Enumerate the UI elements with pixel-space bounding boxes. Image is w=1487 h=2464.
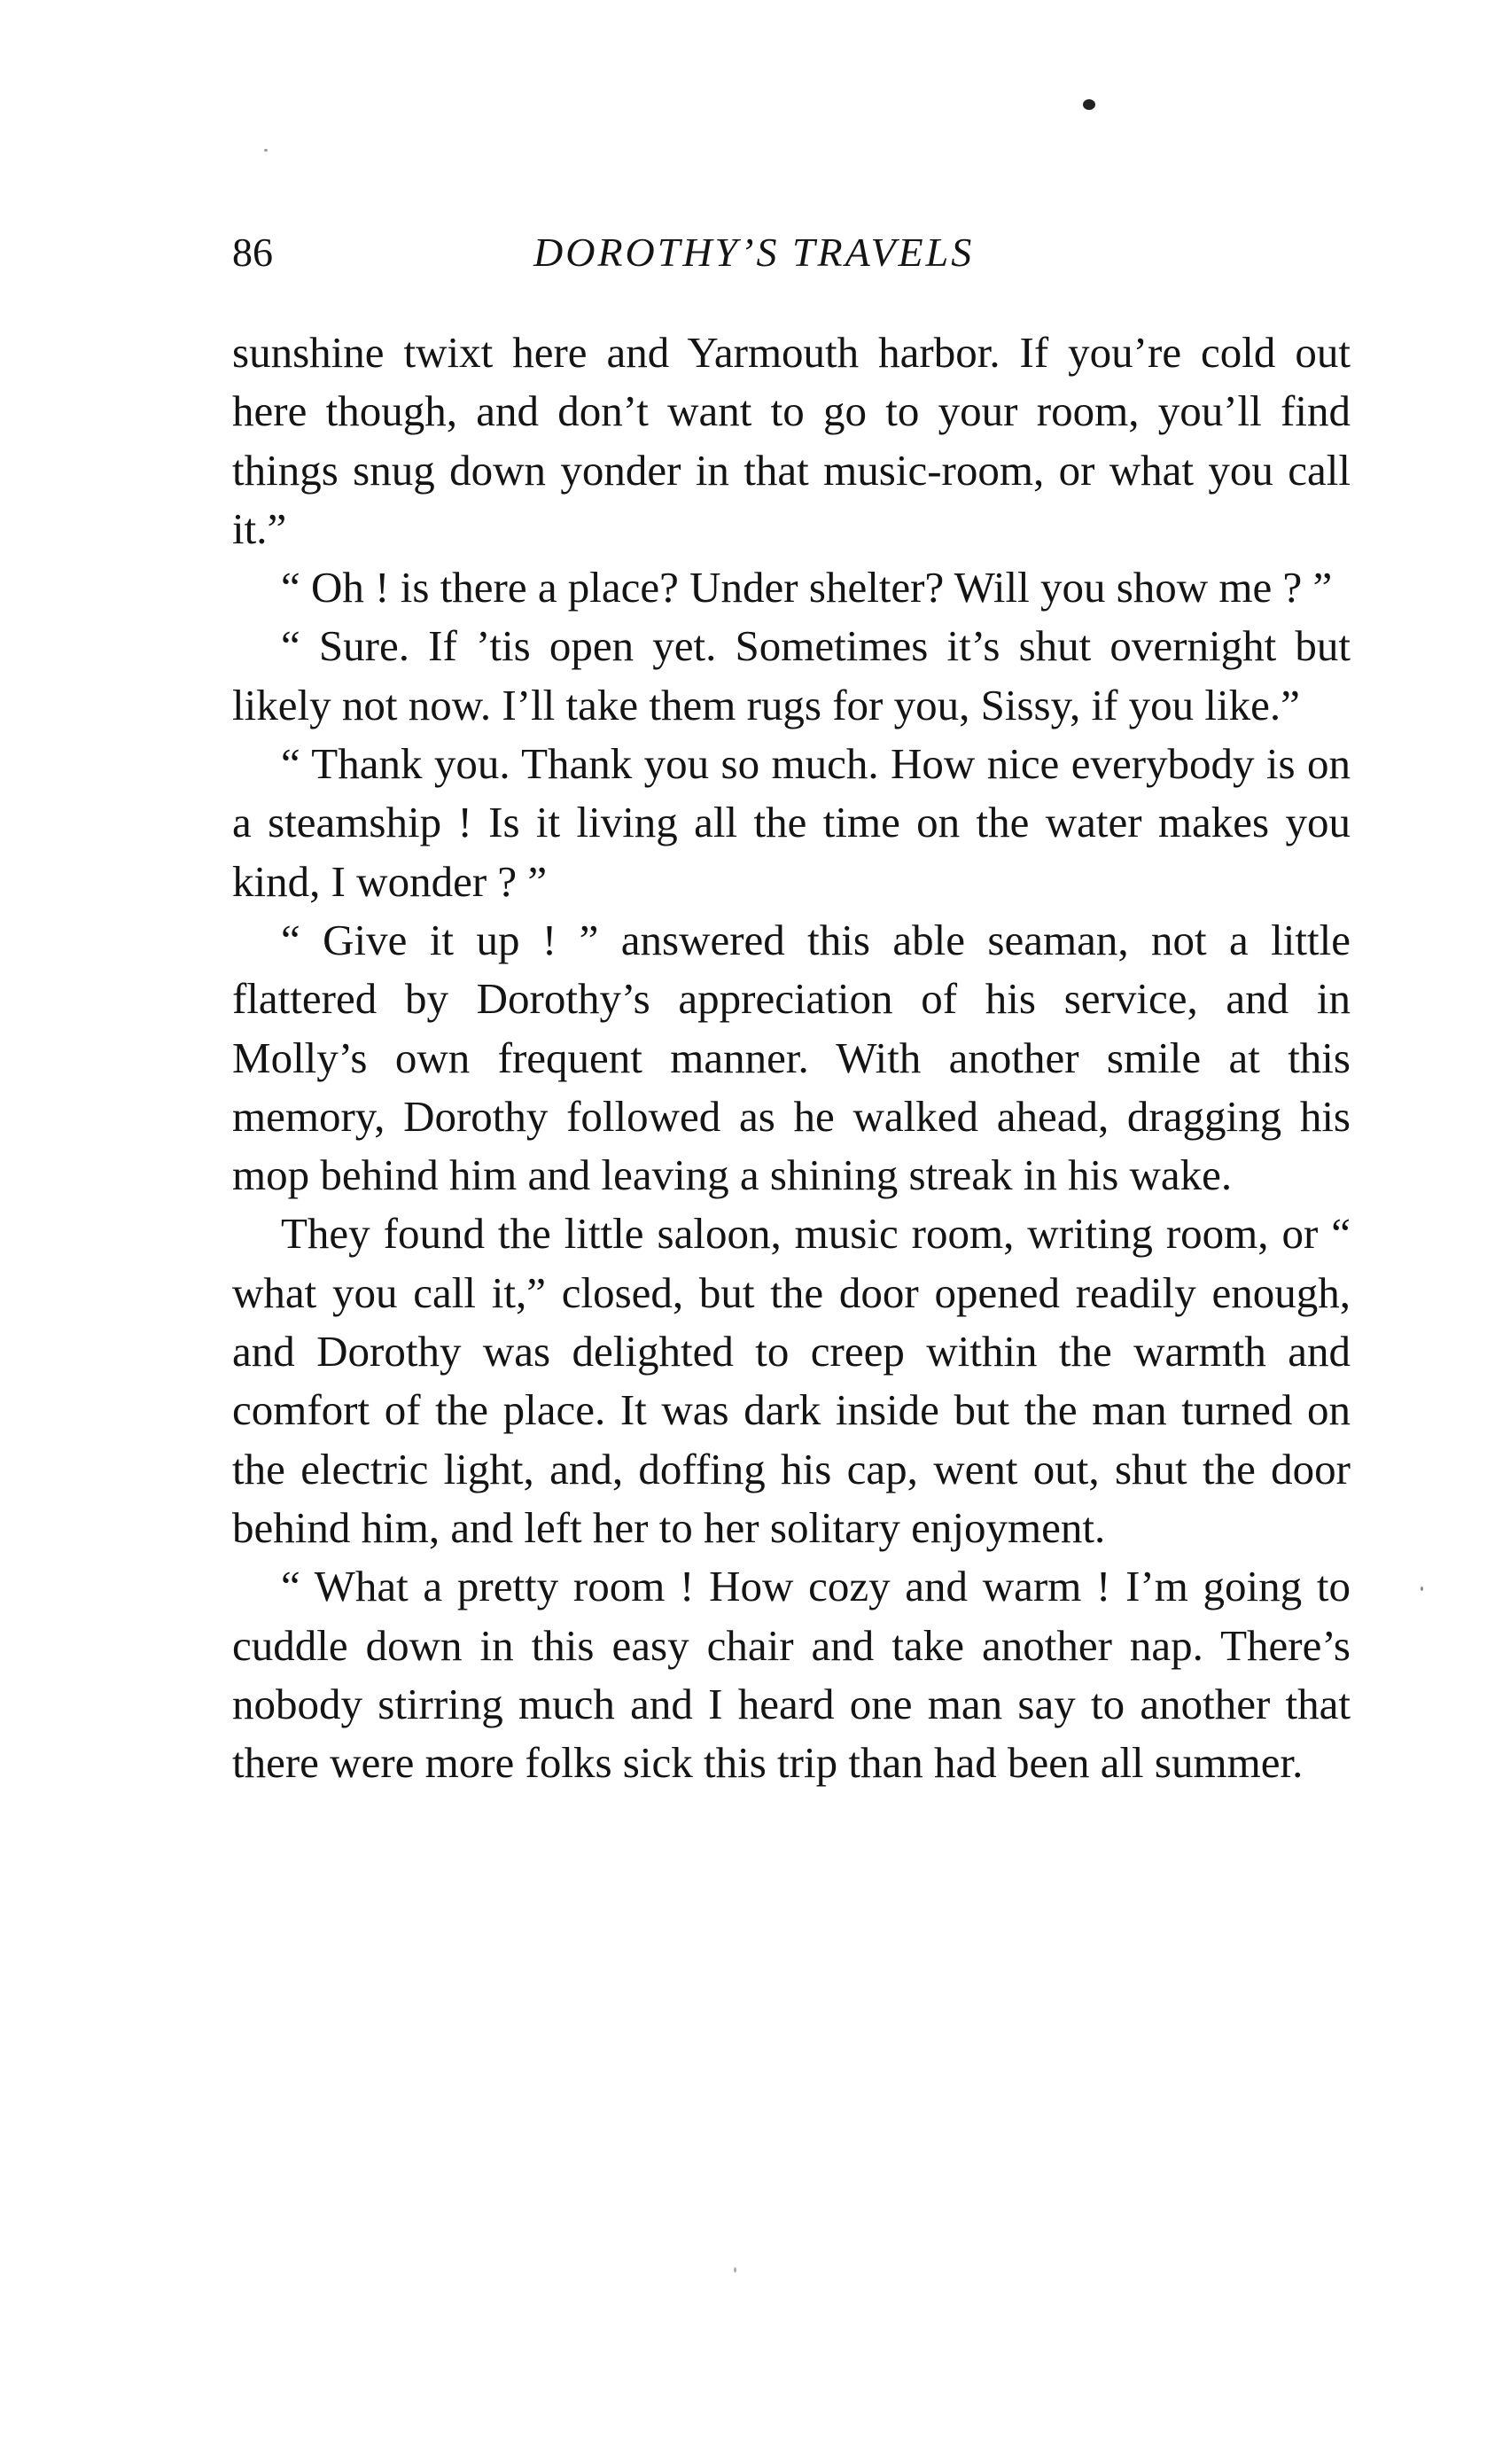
page-header <box>232 222 1349 284</box>
running-title: DOROTHY’S TRAVELS <box>533 230 975 275</box>
ink-speck <box>1421 1587 1423 1591</box>
paragraph: “ Thank you. Thank you so much. How nice everybody is on a steamship ! Is it living all the time on the water makes you kind, I wonder ? ” <box>232 739 1351 906</box>
paragraph: sunshine twixt here and Yarmouth harbor. If you’re cold out here though, and don’t want to go to your room, you’ll find things snug down yonder in that music-room, or what you call it.” <box>232 328 1351 553</box>
paragraph: “ Oh ! is there a place? Under shelter? Will you show me ? ” <box>281 563 1333 612</box>
page-number: 86 <box>232 230 273 275</box>
ink-speck <box>734 2267 736 2273</box>
paragraph: “ Sure. If ’tis open yet. Sometimes it’s shut overnight but likely not now. I’ll take them rugs for you, Sissy, if you like.” <box>232 621 1351 729</box>
paragraph: “ Give it up ! ” answered this able seaman, not a little flattered by Dorothy’s appreciation of his service, and in Molly’s own frequent manner. With another smile at this memory, Dorothy followed as he walked ahead, dragging his mop behind him and leaving a shining streak in his wake. <box>232 915 1351 1200</box>
ink-speck <box>264 149 268 152</box>
paragraph: “ What a pretty room ! How cozy and warm ! I’m going to cuddle down in this easy chair and take another nap. There’s nobody stirring much and I heard one man say to another that there were more folks sick this trip than had been all summer. <box>232 1562 1351 1788</box>
body-text <box>232 324 1351 1792</box>
ink-speck <box>1083 99 1095 110</box>
paragraph: They found the little saloon, music room, writing room, or “ what you call it,” closed, but the door opened readily enough, and Dorothy was delighted to creep within the warmth and comfort of the place. It was dark inside but the man turned on the electric light, and, doffing his cap, went out, shut the door behind him, and left her to her solitary enjoyment. <box>232 1209 1351 1552</box>
